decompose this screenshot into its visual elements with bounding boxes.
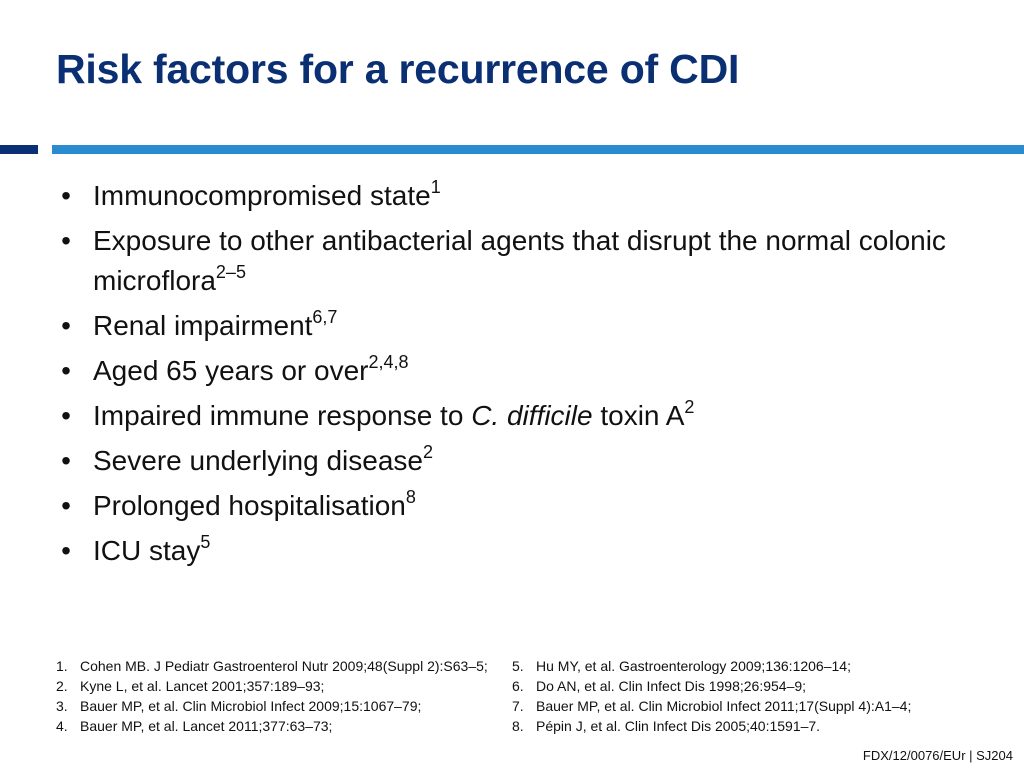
citation-superscript: 2 bbox=[684, 396, 695, 417]
risk-factor-item bbox=[56, 396, 986, 436]
risk-factor-text: Immunocompromised state bbox=[93, 180, 431, 211]
citation-superscript: 6,7 bbox=[312, 306, 338, 327]
reference-number: 6. bbox=[512, 678, 524, 694]
title-rule-dark-segment bbox=[0, 145, 38, 154]
risk-factor-text: Prolonged hospitalisation bbox=[93, 490, 406, 521]
risk-factor-text: Exposure to other antibacterial agents that disrupt the normal colonic microflora bbox=[93, 225, 946, 296]
reference-number: 5. bbox=[512, 658, 524, 674]
risk-factor-item bbox=[56, 441, 986, 481]
reference-number: 1. bbox=[56, 658, 68, 674]
citation-superscript: 8 bbox=[405, 486, 416, 507]
risk-factor-item bbox=[56, 531, 986, 571]
reference-item bbox=[512, 656, 1012, 676]
citation-superscript: 5 bbox=[200, 531, 211, 552]
reference-text: Bauer MP, et al. Lancet 2011;377:63–73; bbox=[80, 718, 333, 734]
risk-factor-text: Impaired immune response to bbox=[93, 400, 472, 431]
risk-factor-text: Severe underlying disease bbox=[93, 445, 423, 476]
document-code: FDX/12/0076/EUr | SJ204 bbox=[862, 748, 1013, 763]
reference-text: Bauer MP, et al. Clin Microbiol Infect 2011;17(Suppl 4):A1–4; bbox=[536, 698, 912, 714]
organism-name: C. difficile bbox=[471, 400, 593, 431]
reference-text: Do AN, et al. Clin Infect Dis 1998;26:954–9; bbox=[536, 678, 807, 694]
reference-number: 4. bbox=[56, 718, 68, 734]
reference-item bbox=[56, 716, 501, 736]
risk-factor-text: Aged 65 years or over bbox=[93, 355, 369, 386]
slide-title: Risk factors for a recurrence of CDI bbox=[56, 46, 740, 92]
risk-factor-text: toxin A bbox=[592, 400, 685, 431]
reference-list-right bbox=[512, 656, 1012, 736]
citation-superscript: 2 bbox=[422, 441, 433, 462]
title-rule-light-segment bbox=[52, 145, 1024, 154]
citation-superscript: 2–5 bbox=[215, 261, 246, 282]
risk-factor-item bbox=[56, 306, 986, 346]
reference-item bbox=[56, 696, 501, 716]
reference-text: Bauer MP, et al. Clin Microbiol Infect 2009;15:1067–79; bbox=[80, 698, 422, 714]
risk-factor-list bbox=[56, 176, 986, 576]
reference-text: Cohen MB. J Pediatr Gastroenterol Nutr 2009;48(Suppl 2):S63–5; bbox=[80, 658, 488, 674]
reference-text: Hu MY, et al. Gastroenterology 2009;136:1206–14; bbox=[536, 658, 851, 674]
reference-item bbox=[56, 676, 501, 696]
reference-item bbox=[512, 696, 1012, 716]
reference-text: Pépin J, et al. Clin Infect Dis 2005;40:1591–7. bbox=[536, 718, 821, 734]
reference-number: 7. bbox=[512, 698, 524, 714]
risk-factor-text: Renal impairment bbox=[93, 310, 313, 341]
risk-factor-text: ICU stay bbox=[93, 535, 201, 566]
reference-text: Kyne L, et al. Lancet 2001;357:189–93; bbox=[80, 678, 325, 694]
risk-factor-item bbox=[56, 351, 986, 391]
risk-factor-item bbox=[56, 176, 986, 216]
reference-item bbox=[56, 656, 501, 676]
reference-number: 3. bbox=[56, 698, 68, 714]
risk-factor-item bbox=[56, 221, 986, 301]
reference-number: 2. bbox=[56, 678, 68, 694]
citation-superscript: 1 bbox=[430, 176, 441, 197]
reference-list-left bbox=[56, 656, 501, 736]
citation-superscript: 2,4,8 bbox=[368, 351, 409, 372]
reference-item bbox=[512, 716, 1012, 736]
reference-number: 8. bbox=[512, 718, 524, 734]
reference-item bbox=[512, 676, 1012, 696]
risk-factor-item bbox=[56, 486, 986, 526]
